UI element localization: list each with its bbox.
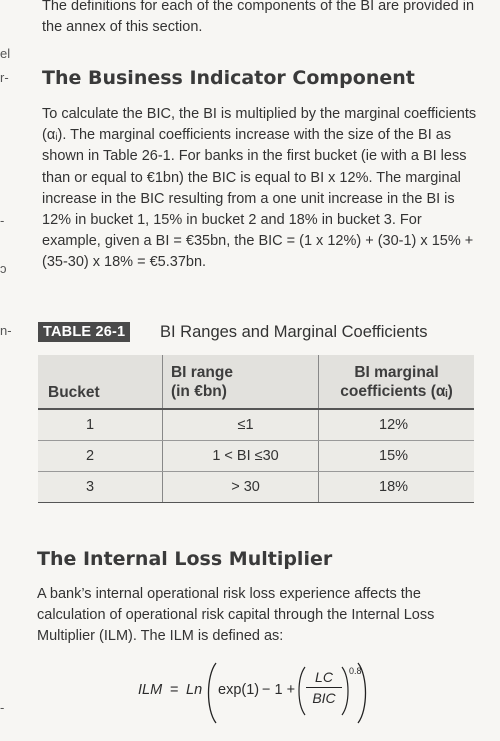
fraction-numerator: LC	[315, 669, 333, 685]
fraction-bar	[306, 687, 342, 688]
cell-bucket: 3	[38, 471, 162, 502]
margin-mark: r-	[0, 70, 9, 85]
formula-minus-plus: − 1 +	[262, 682, 296, 698]
formula-lhs: ILM	[138, 682, 163, 698]
ilm-formula	[138, 660, 378, 730]
margin-mark: -	[0, 700, 5, 715]
header-coef-line1: BI marginal	[354, 363, 439, 381]
cell-range: ≤1	[162, 409, 318, 440]
cell-range: 1 < BI ≤30	[162, 440, 318, 471]
header-bi-range	[162, 355, 318, 409]
bi-ranges-table	[38, 355, 474, 503]
table-caption	[38, 322, 478, 348]
intro-paragraph: The definitions for each of the components of the BI are provided in the annex of this section.	[42, 0, 475, 35]
formula-ln: Ln	[186, 682, 203, 698]
table-row	[38, 471, 474, 502]
table-row	[38, 409, 474, 440]
cell-coefficient: 18%	[319, 471, 474, 502]
margin-mark: el	[0, 46, 11, 61]
table-header-row	[38, 355, 474, 409]
cell-bucket: 1	[38, 409, 162, 440]
cell-coefficient: 15%	[319, 440, 474, 471]
formula-fraction	[306, 669, 342, 706]
header-coef-line2: coefficients (αᵢ)	[340, 382, 453, 400]
left-small-paren	[296, 666, 306, 716]
left-big-paren	[204, 662, 218, 724]
cell-coefficient: 12%	[319, 409, 474, 440]
header-range-line2: (in €bn)	[170, 382, 227, 400]
bic-paragraph: To calculate the BIC, the BI is multiplied by the marginal coefficients (αᵢ). The marginal coefficients increase with the size of the BI as shown in Table 26-1. For banks in the first bucket (ie with a BI less than or equal to €1bn) the BIC is equal to BI x 12%. The marginal increase in the BIC resulting from a one unit increase in the BI is 12% in bucket 1, 15% in bucket 2 and 18% in bucket 3. For example, given a BI = €35bn, the BIC = (1 x 12%) + (30-1) x 15% + (35-30) x 18% = €5.37bn.	[42, 106, 477, 271]
table-title: BI Ranges and Marginal Coefficients	[160, 323, 428, 341]
margin-mark: -	[0, 213, 5, 228]
table-row	[38, 440, 474, 471]
header-range-line1: BI range	[170, 363, 233, 381]
cell-range: > 30	[162, 471, 318, 502]
right-big-paren	[356, 662, 370, 724]
formula-power: 0.8	[349, 666, 362, 676]
section-heading-ilm: The Internal Loss Multiplier	[37, 548, 333, 570]
margin-mark: ɔ	[0, 261, 7, 276]
header-bucket: Bucket	[38, 355, 162, 409]
formula-exp: exp(1)	[218, 682, 260, 698]
ilm-paragraph: A bank’s internal operational risk loss experience affects the calculation of operational risk capital through the Internal Loss Multiplier (ILM). The ILM is defined as:	[37, 586, 435, 644]
fraction-denominator: BIC	[312, 690, 336, 706]
cell-bucket: 2	[38, 440, 162, 471]
header-marginal-coefficients	[319, 355, 474, 409]
formula-equals: =	[170, 682, 179, 698]
margin-mark: n-	[0, 323, 12, 338]
section-heading-bic: The Business Indicator Component	[42, 67, 415, 89]
table-tag: TABLE 26-1	[38, 322, 130, 342]
